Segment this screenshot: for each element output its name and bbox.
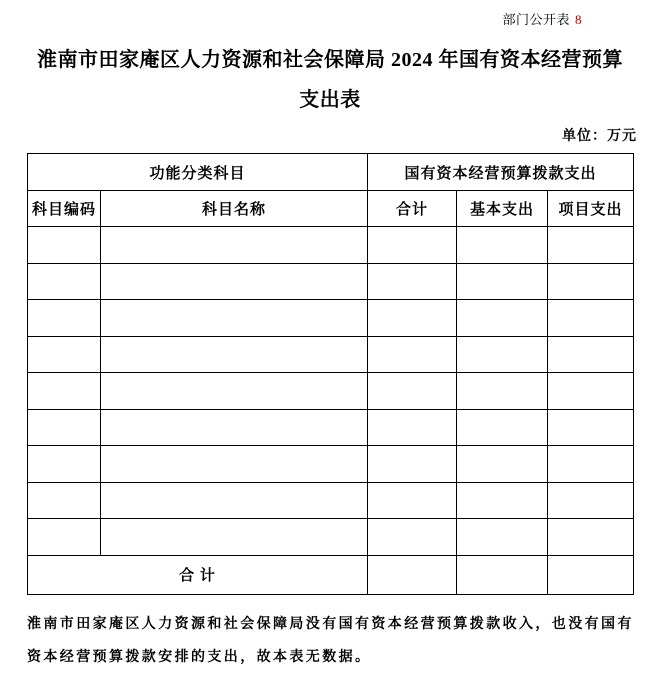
header-group-row	[28, 154, 634, 191]
budget-table	[27, 153, 634, 595]
doc-table-label-text: 部门公开表	[502, 12, 570, 27]
cell-subject-name	[101, 227, 368, 264]
cell-subject-name	[101, 446, 368, 483]
table-empty-row	[28, 482, 634, 519]
cell-total	[368, 482, 457, 519]
header-function-classification: 功能分类科目	[28, 154, 368, 191]
header-total: 合计	[368, 191, 457, 227]
cell-basic-expenditure	[457, 263, 548, 300]
table-empty-row	[28, 373, 634, 410]
cell-subject-name	[101, 519, 368, 556]
cell-total	[368, 336, 457, 373]
cell-subject-name	[101, 300, 368, 337]
unit-label: 单位：万元	[562, 129, 637, 144]
header-appropriation-expenditure: 国有资本经营预算拨款支出	[368, 154, 634, 191]
cell-basic-expenditure	[457, 482, 548, 519]
cell-project-expenditure	[548, 300, 634, 337]
cell-subject-code	[28, 300, 101, 337]
document-title	[0, 40, 660, 120]
header-subject-name: 科目名称	[101, 191, 368, 227]
cell-subject-code	[28, 373, 101, 410]
cell-subject-name	[101, 263, 368, 300]
cell-basic-expenditure	[457, 227, 548, 264]
cell-total	[368, 519, 457, 556]
total-label-cell: 合 计	[28, 555, 368, 594]
table-empty-row	[28, 263, 634, 300]
table-empty-row	[28, 336, 634, 373]
cell-project-expenditure	[548, 482, 634, 519]
cell-basic-expenditure	[457, 519, 548, 556]
cell-subject-code	[28, 409, 101, 446]
cell-subject-code	[28, 263, 101, 300]
doc-table-number: 8	[575, 12, 582, 27]
cell-total	[368, 227, 457, 264]
table-empty-row	[28, 409, 634, 446]
footnote	[27, 608, 640, 674]
cell-subject-name	[101, 482, 368, 519]
footnote-line1: 淮南市田家庵区人力资源和社会保障局没有国有资本经营预算拨款收入，也没有国有	[27, 616, 634, 632]
cell-basic-expenditure	[457, 373, 548, 410]
cell-basic-expenditure	[457, 409, 548, 446]
cell-subject-code	[28, 227, 101, 264]
doc-table-label	[0, 0, 660, 28]
document-title-line1: 淮南市田家庵区人力资源和社会保障局 2024 年国有资本经营预算	[37, 49, 623, 71]
cell-basic-expenditure	[457, 336, 548, 373]
cell-project-expenditure	[548, 263, 634, 300]
total-row	[28, 555, 634, 594]
cell-total	[368, 446, 457, 483]
cell-total	[368, 409, 457, 446]
table-header-body	[28, 154, 634, 227]
cell-subject-name	[101, 336, 368, 373]
header-basic-expenditure: 基本支出	[457, 191, 548, 227]
cell-total	[368, 300, 457, 337]
total-total-cell	[368, 555, 457, 594]
cell-total	[368, 263, 457, 300]
cell-total	[368, 373, 457, 410]
cell-basic-expenditure	[457, 300, 548, 337]
table-empty-row	[28, 300, 634, 337]
cell-basic-expenditure	[457, 446, 548, 483]
cell-subject-name	[101, 373, 368, 410]
table-data-body	[28, 227, 634, 556]
table-empty-row	[28, 227, 634, 264]
cell-project-expenditure	[548, 409, 634, 446]
table-empty-row	[28, 446, 634, 483]
header-subject-code: 科目编码	[28, 191, 101, 227]
header-project-expenditure: 项目支出	[548, 191, 634, 227]
table-total-body	[28, 555, 634, 594]
cell-project-expenditure	[548, 446, 634, 483]
cell-subject-code	[28, 482, 101, 519]
total-project-cell	[548, 555, 634, 594]
cell-project-expenditure	[548, 336, 634, 373]
cell-project-expenditure	[548, 227, 634, 264]
cell-project-expenditure	[548, 373, 634, 410]
header-columns-row	[28, 191, 634, 227]
cell-project-expenditure	[548, 519, 634, 556]
total-basic-cell	[457, 555, 548, 594]
cell-subject-code	[28, 446, 101, 483]
cell-subject-code	[28, 519, 101, 556]
document-title-line2: 支出表	[299, 89, 361, 111]
cell-subject-name	[101, 409, 368, 446]
cell-subject-code	[28, 336, 101, 373]
table-empty-row	[28, 519, 634, 556]
footnote-line2: 资本经营预算拨款安排的支出，故本表无数据。	[27, 649, 372, 665]
